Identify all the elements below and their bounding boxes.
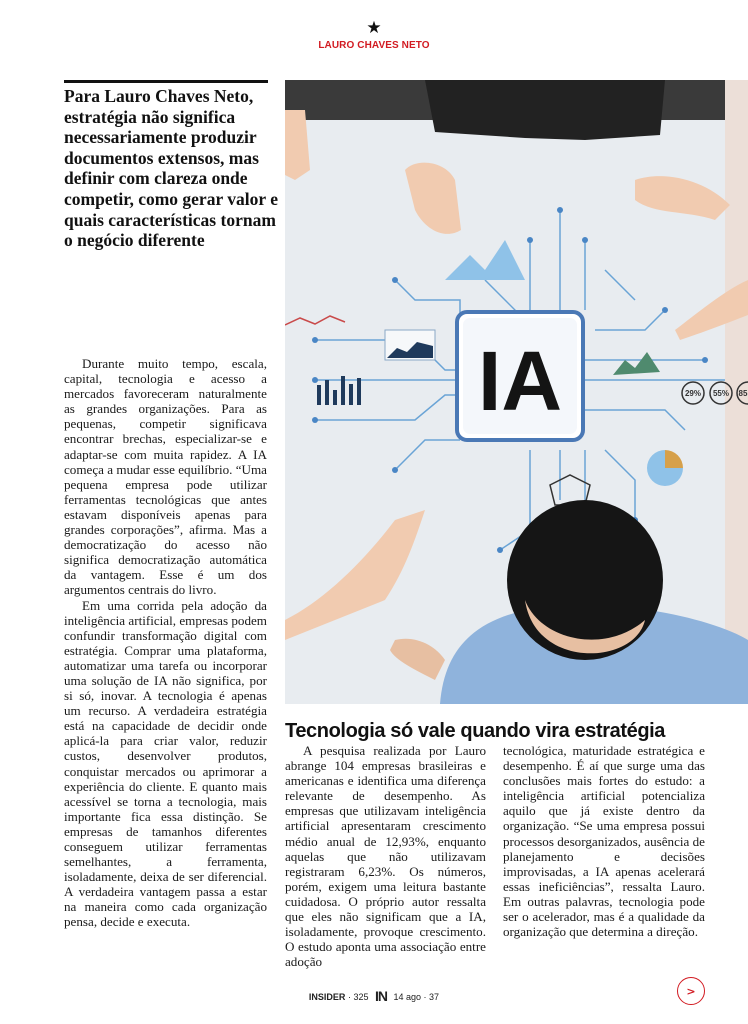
article-paragraph: Durante muito tempo, escala, capital, tecnologia e acesso a mercados favoreceram naturalmente as grandes organizações. Para as pequenas, competir significava encontrar brechas, especializar-se e adaptar-se com muita rapidez. A IA começa a mudar esse equilíbrio. “Uma pequena empresa pode utilizar ferramentas tecnológicas que antes estavam disponíveis apenas para grandes corporações”, afirma. Mas a democratização do acesso não significa democratização automática da vantagem. Esse é um dos argumentos centrais do livro. (64, 356, 267, 598)
pull-quote-rule (64, 80, 268, 83)
pull-quote: Para Lauro Chaves Neto, estratégia não significa necessariamente produzir documentos extensos, mas definir com clareza onde competir, como gerar valor e quais características tornam o negócio diferente (64, 86, 278, 251)
issue-date: 14 ago (393, 992, 422, 1002)
ia-badge: IA (478, 334, 562, 428)
percent-label: 29% (684, 389, 702, 398)
article-headline: Tecnologia só vale quando vira estratégia (285, 720, 666, 742)
page-number: · 37 (423, 992, 440, 1002)
magazine-logo: IN (374, 988, 387, 1004)
article-column-left (64, 356, 267, 930)
percent-label: 55% (712, 389, 730, 398)
article-column-right (503, 743, 705, 939)
article-paragraph: A pesquisa realizada por Lauro abrange 104 empresas brasileiras e americanas e identifica uma diferença relevante de desempenho. As empresas que utilizavam inteligência artificial apresentaram crescimento médio anual de 12,93%, enquanto aquelas que não utilizavam registraram 6,23%. Os números, porém, exigem uma leitura bastante cuidadosa. O próprio autor ressalta que eles não significam que a IA, isoladamente, provoque crescimento. O estudo aponta uma associação entre adoção (285, 743, 486, 970)
next-page-button[interactable] (677, 977, 705, 1005)
page-footer (0, 988, 748, 1004)
percent-label: 85 (738, 389, 748, 398)
article-column-middle (285, 743, 486, 969)
article-photo (285, 80, 748, 704)
section-label: LAURO CHAVES NETO (318, 40, 430, 51)
article-paragraph: Em uma corrida pela adoção da inteligência artificial, empresas podem confundir transformação digital com estratégia. Comprar uma plataforma, automatizar uma tarefa ou incorporar uma solução de IA não significa, por si só, inovar. A tecnologia é apenas um recurso. A verdadeira estratégia está na capacidade de decidir onde aplicá-la para criar valor, reduzir custos, desenvolver produtos, conquistar mercados ou aprimorar a experiência do cliente. E quanto mais acessível se torna a tecnologia, mais importante fica essa distinção. Se empresas de tamanhos diferentes conseguem utilizar ferramentas semelhantes, a ferramenta, isoladamente, deixa de ser diferencial. A verdadeira vantagem passa a estar na maneira como cada organização pensa, decide e executa. (64, 597, 267, 930)
star-icon: ★ (366, 18, 382, 38)
article-paragraph: tecnológica, maturidade estratégica e desempenho. É aí que surge uma das conclusões mais fortes do estudo: a inteligência artificial potencializa aquilo que já existe dentro da organização. “Se uma empresa possui processos desorganizados, ausência de planejamento e decisões improvisadas, a IA apenas acelerará essas ineficiências”, ressalta Lauro. Em outras palavras, tecnologia pode ser o acelerador, mas é a qualidade da organização que determina a direção. (503, 743, 705, 940)
issue-number: · 325 (347, 992, 369, 1002)
magazine-name: INSIDER (308, 992, 346, 1002)
chevron-right-icon: > (686, 984, 696, 998)
